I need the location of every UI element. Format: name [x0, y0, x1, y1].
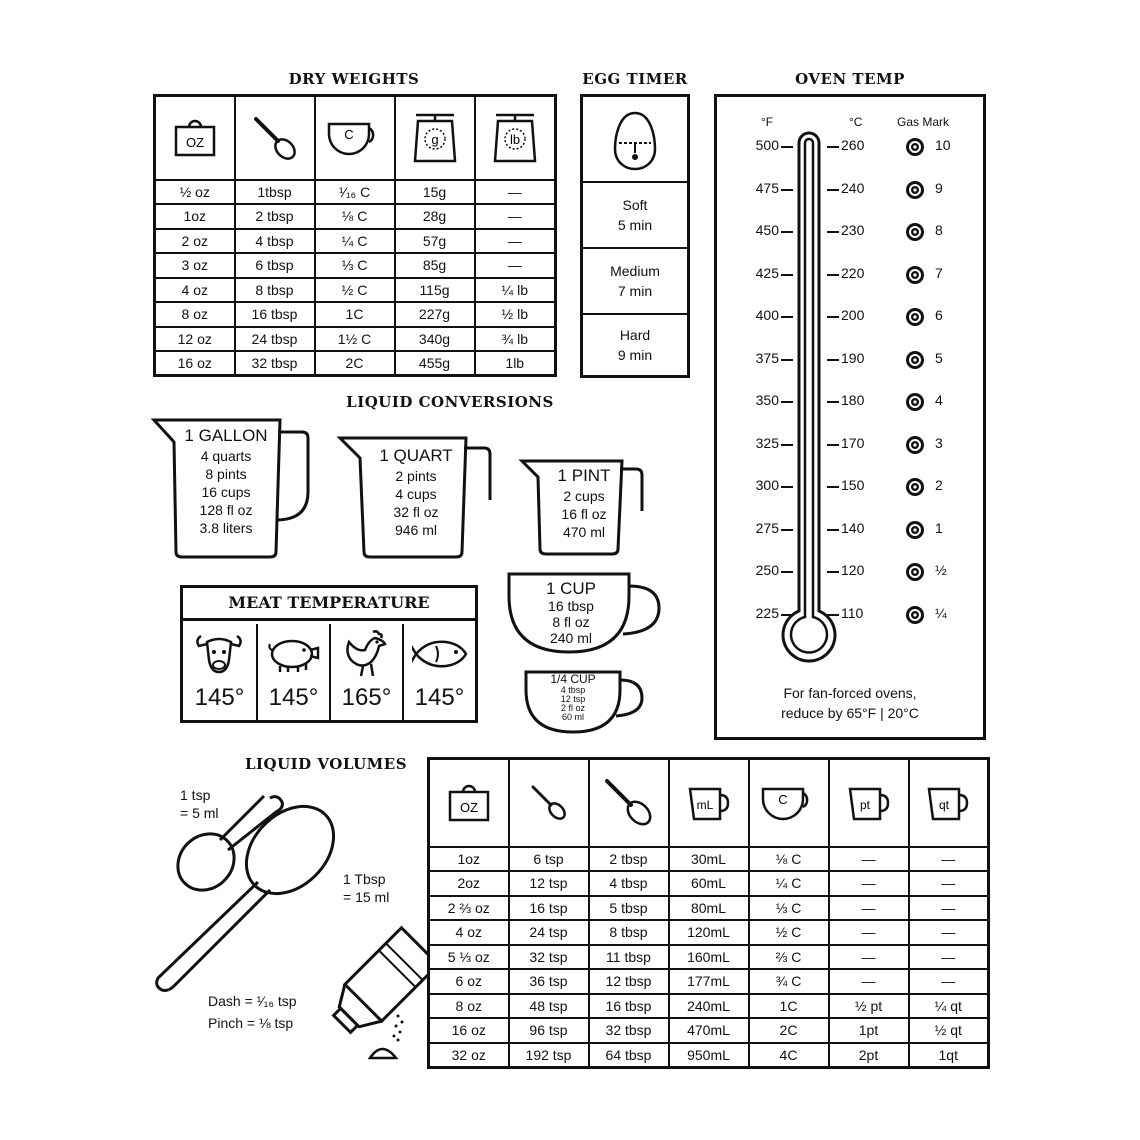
oven-tick-right — [827, 316, 839, 318]
cup-icon — [749, 759, 829, 847]
fan-forced-note: For fan-forced ovens, reduce by 65°F | 20°C — [781, 685, 919, 721]
oven-tick-right — [827, 274, 839, 276]
oven-tick-left — [781, 274, 793, 276]
fish-icon — [412, 636, 470, 672]
thermometer-icon — [779, 123, 839, 675]
oven-celsius-value: 240 — [841, 179, 865, 196]
oven-tick-left — [781, 614, 793, 616]
oven-tick-right — [827, 529, 839, 531]
oven-fahrenheit-value: 500 — [755, 137, 779, 153]
gas-mark-header: Gas Mark — [897, 115, 950, 129]
oven-fahrenheit-value: 225 — [755, 604, 779, 621]
meat-cell-poultry: 165° — [329, 624, 402, 720]
table-row: 32 oz 192 tsp 64 tbsp 950mL 4C 2pt 1qt — [429, 1043, 989, 1068]
oven-tick-right — [827, 401, 839, 403]
oven-tick-right — [827, 231, 839, 233]
oven-tick-right — [827, 571, 839, 573]
table-row: 1oz 2 tbsp ⅛ C 28g — — [155, 204, 556, 229]
oven-celsius-value: 190 — [841, 349, 865, 366]
gas-mark-value: 2 — [935, 477, 943, 493]
table-row: 8 oz 48 tsp 16 tbsp 240mL 1C ½ pt ¼ qt — [429, 994, 989, 1019]
quart-text: 1 QUART 2 pints 4 cups 32 fl oz 946 ml — [379, 446, 453, 538]
oven-temp-box — [714, 94, 986, 740]
liquid-conversions-title: LIQUID CONVERSIONS — [346, 393, 554, 411]
oven-tick-right — [827, 359, 839, 361]
dry-weights-icon-row — [155, 96, 556, 180]
oven-tick-left — [781, 529, 793, 531]
one-cup-text: 1 CUP 16 tbsp 8 fl oz 240 ml — [545, 579, 597, 646]
table-row: 8 oz 16 tbsp 1C 227g ½ lb — [155, 302, 556, 327]
oven-tick-left — [781, 444, 793, 446]
dash-label: Dash = ¹⁄₁₆ tsp — [208, 993, 297, 1009]
table-row: 16 oz 96 tsp 32 tbsp 470mL 2C 1pt ½ qt — [429, 1018, 989, 1043]
oven-fahrenheit-value: 250 — [755, 562, 779, 578]
oven-tick-right — [827, 189, 839, 191]
oven-tick-right — [827, 146, 839, 148]
oven-celsius-value: 120 — [841, 562, 865, 578]
pt-label: pt — [859, 797, 870, 812]
gas-mark-icon — [905, 222, 925, 242]
table-row: 1oz 6 tsp 2 tbsp 30mL ⅛ C — — — [429, 847, 989, 872]
liquid-volumes-title: LIQUID VOLUMES — [244, 755, 408, 773]
table-row: 2 oz 4 tbsp ¼ C 57g — — [155, 229, 556, 254]
oven-fahrenheit-value: 375 — [755, 349, 779, 366]
oven-fahrenheit-value: 350 — [755, 392, 779, 408]
cow-icon — [193, 630, 245, 676]
oven-tick-left — [781, 486, 793, 488]
oven-celsius-value: 140 — [841, 519, 865, 536]
oven-fahrenheit-value: 450 — [755, 222, 779, 238]
tsp-label: 1 tsp = 5 ml — [180, 787, 219, 821]
gallon-text: 1 GALLON 4 quarts 8 pints 16 cups 128 fl oz 3.8 liters — [184, 426, 268, 536]
gas-mark-value: 7 — [935, 264, 943, 281]
oz-weight-icon — [155, 96, 235, 180]
table-row: 4 oz 24 tsp 8 tbsp 120mL ½ C — — — [429, 920, 989, 945]
oven-celsius-value: 170 — [841, 434, 865, 451]
oven-celsius-value: 260 — [841, 137, 865, 153]
gas-mark-value: 10 — [935, 137, 951, 153]
gas-mark-icon — [905, 265, 925, 285]
oven-tick-left — [781, 401, 793, 403]
table-row: ½ oz 1tbsp ¹⁄₁₆ C 15g — — [155, 180, 556, 205]
gas-mark-value: 5 — [935, 349, 943, 366]
oz-weight-icon — [429, 759, 509, 847]
table-row: 3 oz 6 tbsp ⅓ C 85g — — [155, 253, 556, 278]
oven-tick-left — [781, 359, 793, 361]
gas-mark-icon — [905, 307, 925, 327]
pig-icon — [266, 634, 322, 674]
salt-shaker-icon — [324, 928, 430, 1043]
table-row: 16 oz 32 tbsp 2C 455g 1lb — [155, 351, 556, 376]
fahrenheit-header: °F — [761, 115, 774, 129]
table-row: 4 oz 8 tbsp ½ C 115g ¼ lb — [155, 278, 556, 303]
oven-tick-left — [781, 316, 793, 318]
egg-soft: Soft 5 min — [583, 181, 687, 247]
oz-label: OZ — [185, 134, 204, 150]
meat-cells — [183, 624, 475, 720]
oven-celsius-value: 150 — [841, 477, 865, 493]
gas-mark-icon — [905, 435, 925, 455]
pint-text: 1 PINT 2 cups 16 fl oz 470 ml — [557, 466, 611, 540]
gas-mark-value: 6 — [935, 307, 943, 323]
oven-fahrenheit-value: 475 — [755, 179, 779, 196]
oven-temp-title: OVEN TEMP — [795, 70, 905, 88]
egg-medium: Medium 7 min — [583, 247, 687, 313]
gas-mark-icon — [905, 350, 925, 370]
grams-label: g — [430, 131, 439, 147]
oven-tick-right — [827, 444, 839, 446]
gas-mark-icon — [905, 477, 925, 497]
gas-mark-icon — [905, 605, 925, 625]
oven-celsius-value: 110 — [841, 604, 864, 621]
gas-mark-value: ¼ — [935, 604, 947, 621]
oven-fahrenheit-value: 425 — [755, 264, 779, 281]
table-row: 5 ⅓ oz 32 tsp 11 tbsp 160mL ⅔ C — — — [429, 945, 989, 970]
meat-cell-fish: 145° — [402, 624, 475, 720]
meat-temperature-box — [180, 585, 478, 723]
oven-fahrenheit-value: 300 — [755, 477, 779, 493]
oven-fahrenheit-value: 400 — [755, 307, 779, 323]
ml-label: mL — [696, 797, 713, 812]
oven-tick-left — [781, 189, 793, 191]
scale-grams-icon — [395, 96, 475, 180]
cup-label: C — [777, 791, 788, 807]
egg-timer-title: EGG TIMER — [582, 70, 688, 88]
qt-label: qt — [939, 797, 950, 812]
table-row: 2 ⅔ oz 16 tsp 5 tbsp 80mL ⅓ C — — — [429, 896, 989, 921]
meat-cell-pork: 145° — [256, 624, 329, 720]
scale-pounds-icon — [475, 96, 556, 180]
liquid-volumes-table — [427, 757, 990, 1069]
pounds-label: lb — [509, 131, 520, 147]
cup-icon — [315, 96, 395, 180]
dry-weights-title: DRY WEIGHTS — [288, 70, 420, 88]
oven-celsius-value: 230 — [841, 222, 865, 238]
gas-mark-value: 8 — [935, 222, 943, 238]
egg-hard: Hard 9 min — [583, 313, 687, 375]
oven-celsius-value: 220 — [841, 264, 865, 281]
oven-fahrenheit-value: 275 — [755, 519, 779, 536]
quarter-cup-text: 1/4 CUP 4 tbsp 12 tsp 2 fl oz 60 ml — [550, 672, 596, 722]
celsius-header: °C — [849, 115, 863, 129]
meat-temperature-title: MEAT TEMPERATURE — [183, 588, 475, 621]
ml-jug-icon — [669, 759, 749, 847]
oven-fahrenheit-value: 325 — [755, 434, 779, 451]
table-row: 6 oz 36 tsp 12 tbsp 177mL ¾ C — — — [429, 969, 989, 994]
oven-tick-left — [781, 571, 793, 573]
pinch-label: Pinch = ⅛ tsp — [208, 1015, 294, 1031]
egg-timer-box — [580, 94, 690, 378]
oz-label: OZ — [459, 799, 478, 815]
dry-weights-table — [153, 94, 557, 377]
gas-mark-value: 1 — [935, 519, 943, 536]
spoon-icon — [235, 96, 315, 180]
gas-mark-icon — [905, 520, 925, 540]
chicken-icon — [343, 628, 391, 678]
tbsp-label: 1 Tbsp = 15 ml — [343, 871, 390, 905]
tablespoon-icon — [589, 759, 669, 847]
gas-mark-icon — [905, 180, 925, 200]
pint-jug-icon — [829, 759, 909, 847]
teaspoon-icon — [509, 759, 589, 847]
meat-cell-beef: 145° — [183, 624, 256, 720]
egg-timer-icon — [583, 97, 687, 181]
gas-mark-icon — [905, 562, 925, 582]
oven-tick-right — [827, 486, 839, 488]
cup-label: C — [343, 126, 354, 142]
gas-mark-icon — [905, 137, 925, 157]
gas-mark-value: ½ — [935, 562, 947, 578]
quart-jug-icon — [909, 759, 989, 847]
oven-tick-right — [827, 614, 839, 616]
oven-celsius-value: 200 — [841, 307, 865, 323]
oven-tick-left — [781, 146, 793, 148]
oven-celsius-value: 180 — [841, 392, 865, 408]
oven-tick-left — [781, 231, 793, 233]
gas-mark-icon — [905, 392, 925, 412]
gas-mark-value: 4 — [935, 392, 943, 408]
gas-mark-value: 9 — [935, 179, 943, 196]
table-row: 12 oz 24 tbsp 1½ C 340g ¾ lb — [155, 327, 556, 352]
gas-mark-value: 3 — [935, 434, 943, 451]
table-row: 2oz 12 tsp 4 tbsp 60mL ¼ C — — — [429, 871, 989, 896]
liquid-volumes-icon-row — [429, 759, 989, 847]
